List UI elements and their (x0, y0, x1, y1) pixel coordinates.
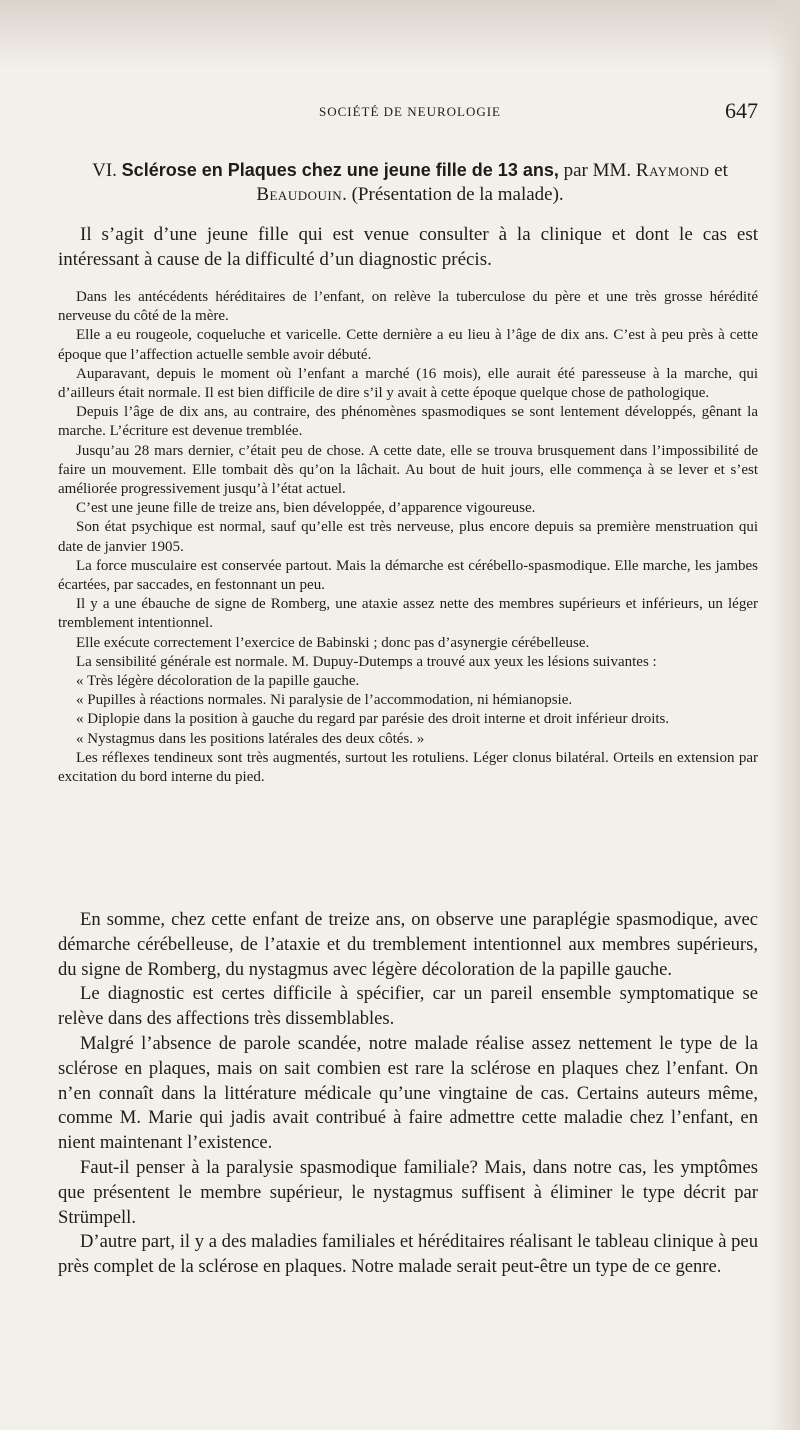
discussion-paragraph: D’autre part, il y a des maladies familiales et héréditaires réalisant le tableau clinique à peu près complet de la sclérose en plaques. Notre malade serait peut-être un type de ce genre. (58, 1231, 758, 1278)
article-heading: Sclérose en Plaques chez une jeune fille de 13 ans, (121, 160, 559, 180)
author-beaudouin: Beaudouin (256, 184, 343, 205)
eye-findings-quote: « Pupilles à réactions normales. Ni paralysie de l’accommodation, ni hémianopsie. (76, 692, 573, 709)
discussion-paragraph: Le diagnostic est certes difficile à spécifier, car un pareil ensemble symptomatique se relève dans des affections très dissemblables. (58, 983, 758, 1030)
presentation-note: . (Présentation de la malade). (342, 184, 564, 205)
page-top-shadow (0, 0, 800, 70)
page-right-edge (770, 0, 800, 1430)
page-number: 647 (725, 98, 758, 123)
eye-findings-quote: « Très légère décoloration de la papille gauche. (76, 673, 360, 690)
eye-findings-quote: « Nystagmus dans les positions latérales des deux côtés. » (76, 730, 425, 747)
case-paragraph: Depuis l’âge de dix ans, au contraire, des phénomènes spasmodiques se sont lentement développés, gênant la marche. L’écriture est devenue tremblée. (58, 404, 758, 440)
case-paragraph: Elle a eu rougeole, coqueluche et varicelle. Cette dernière a eu lieu à l’âge de dix ans. C’est à peu près à cette époque que l’affection actuelle semble avoir débuté. (58, 327, 758, 363)
discussion (58, 908, 758, 1280)
running-head: SOCIÉTÉ DE NEUROLOGIE (318, 104, 502, 119)
case-paragraph: Auparavant, depuis le moment où l’enfant a marché (16 mois), elle aurait été paresseuse à la marche, qui d’ailleurs était normale. Il est bien difficile de dire s’il y avait à cette époque quelque chose de pathologique. (58, 365, 758, 402)
case-paragraph: La sensibilité générale est normale. M. Dupuy-Dutemps a trouvé aux yeux les lésions suivantes : (76, 653, 657, 670)
author-raymond: Raymond (635, 160, 710, 181)
intro-paragraph: Il s’agit d’une jeune fille qui est venue consulter à la clinique et dont le cas est intéressant à cause de la difficulté d’un diagnostic précis. (58, 224, 758, 270)
discussion-paragraph: En somme, chez cette enfant de treize ans, on observe une paraplégie spasmodique, avec démarche cérébelleuse, de l’ataxie et du tremblement intentionnel aux membres supérieurs, du signe de Romberg, du nystagmus avec légère décoloration de la papille gauche. (58, 909, 758, 980)
eye-findings-quote: « Diplopie dans la position à gauche du regard par parésie des droit interne et droit inférieur droits. (76, 711, 670, 728)
case-paragraph: Son état psychique est normal, sauf qu’elle est très nerveuse, plus encore depuis sa première menstruation qui date de janvier 1905. (58, 519, 758, 555)
article-title (60, 158, 760, 207)
author-conjunction: et (714, 160, 728, 181)
page-header (60, 100, 760, 126)
case-paragraph: Dans les antécédents héréditaires de l’enfant, on relève la tuberculose du père et une très grosse hérédité nerveuse du côté de la mère. (58, 289, 758, 325)
discussion-paragraph: Faut-il penser à la paralysie spasmodique familiale? Mais, dans notre cas, les ymptômes que présentent le membre supérieur, le nystagmus suffisent à éliminer le type décrit par Strümpell. (58, 1156, 758, 1228)
case-paragraph: Jusqu’au 28 mars dernier, c’était peu de chose. A cette date, elle se trouva brusquement dans l’impossibilité de faire un mouvement. Elle tombait dès qu’on la lâchait. Au bout de huit jours, elle commença à se lever et s’est améliorée progressivement jusqu’à l’état actuel. (58, 442, 758, 498)
discussion-paragraph: Malgré l’absence de parole scandée, notre malade réalise assez nettement le type de la sclérose en plaques, mais on sait combien est rare la sclérose en plaques chez l’enfant. On n’en connaît dans la littérature médicale qu’une vingtaine de cas. Certains auteurs même, comme M. Marie qui jadis avait contribué à faire admettre cette maladie chez l’enfant, en nient maintenant l’existence. (58, 1032, 758, 1154)
article-by: par MM. (563, 160, 632, 181)
case-paragraph: Il y a une ébauche de signe de Romberg, une ataxie assez nette des membres supérieurs et inférieurs, un léger tremblement intentionnel. (58, 596, 758, 632)
case-paragraph: Les réflexes tendineux sont très augmentés, surtout les rotuliens. Léger clonus bilatéral. Orteils en extension par excitation du bord interne du pied. (58, 749, 758, 786)
case-paragraph: C’est une jeune fille de treize ans, bien développée, d’apparence vigoureuse. (76, 500, 536, 517)
article-number: VI. (92, 160, 117, 181)
case-paragraph: Elle exécute correctement l’exercice de Babinski ; donc pas d’asynergie cérébelleuse. (76, 634, 590, 651)
case-report (58, 288, 758, 787)
case-paragraph: La force musculaire est conservée partout. Mais la démarche est cérébello-spasmodique. Elle marche, les jambes écartées, par saccades, en festonnant un peu. (58, 557, 758, 594)
